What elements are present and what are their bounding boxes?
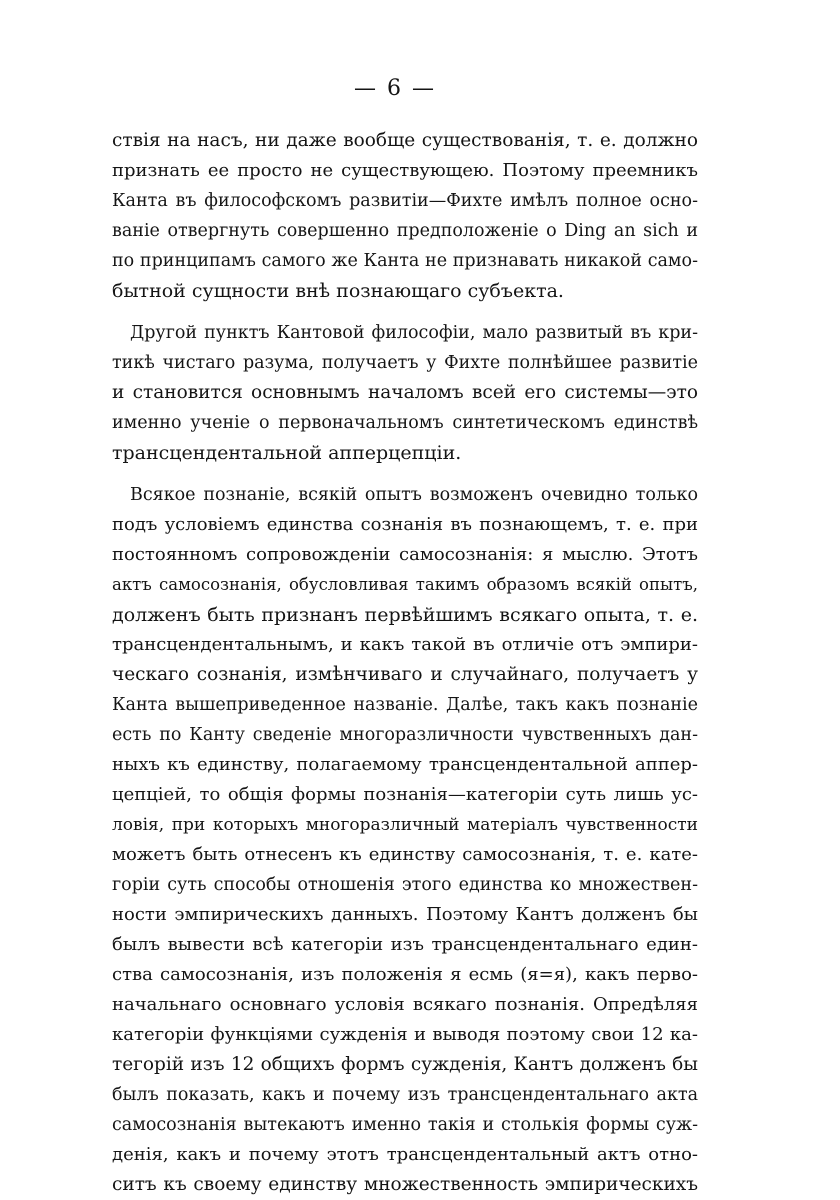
text-line: самосознанія вытекаютъ именно такія и столькія формы суж- bbox=[112, 1115, 698, 1135]
text-line: Другой пунктъ Кантовой философіи, мало развитый въ кри- bbox=[130, 323, 698, 343]
text-line: признать ее просто не существующею. Поэтому преемникъ bbox=[112, 160, 698, 181]
paragraph bbox=[112, 318, 698, 468]
paragraph bbox=[112, 126, 698, 306]
text-line: былъ показать, какъ и почему изъ трансцендентальнаго акта bbox=[112, 1085, 698, 1105]
text-line: Канта вышеприведенное названіе. Далѣе, такъ какъ познаніе bbox=[112, 695, 698, 715]
text-line: ствія на насъ, ни даже вообще существованія, т. е. должно bbox=[112, 130, 698, 151]
text-line: тикѣ чистаго разума, получаетъ у Фихте полнѣйшее развитіе bbox=[112, 353, 698, 373]
text-line: бытной сущности внѣ познающаго субъекта. bbox=[112, 280, 564, 302]
text-line: ситъ къ своему единству множественность эмпирическихъ bbox=[112, 1174, 698, 1195]
text-line: категоріи функціями сужденія и выводя поэтому свои 12 ка- bbox=[112, 1024, 698, 1045]
text-line: можетъ быть отнесенъ къ единству самосознанія, т. е. кате- bbox=[112, 844, 698, 865]
text-line: Канта въ философскомъ развитіи—Фихте имѣлъ полное осно- bbox=[112, 191, 698, 211]
text-line: ности эмпирическихъ данныхъ. Поэтому Кантъ долженъ бы bbox=[112, 904, 698, 925]
text-line: и становится основнымъ началомъ всей его системы—это bbox=[112, 382, 698, 403]
text-line: именно ученіе о первоначальномъ синтетическомъ единствѣ bbox=[112, 413, 698, 433]
text-line: постоянномъ сопровожденіи самосознанія: я мыслю. Этотъ bbox=[112, 544, 698, 565]
text-line: по принципамъ самого же Канта не признавать никакой само- bbox=[112, 251, 698, 271]
text-line: Всякое познаніе, всякій опытъ возможенъ очевидно только bbox=[130, 485, 698, 505]
text-line: ныхъ къ единству, полагаемому трансцендентальной аппер- bbox=[112, 754, 698, 775]
text-line: начальнаго основнаго условія всякаго познанія. Опредѣляя bbox=[112, 994, 698, 1015]
text-line: актъ самосознанія, обусловливая такимъ образомъ всякій опытъ, bbox=[112, 575, 698, 594]
text-line: денія, какъ и почему этотъ трансцендентальный актъ отно- bbox=[112, 1144, 698, 1165]
body-text bbox=[112, 126, 698, 1200]
text-line: ства самосознанія, изъ положенія я есмь (я=я), какъ перво- bbox=[112, 964, 698, 985]
text-line: ловія, при которыхъ многоразличный матеріалъ чувственности bbox=[112, 815, 698, 835]
text-line: тегорій изъ 12 общихъ формъ сужденія, Кантъ долженъ бы bbox=[112, 1054, 698, 1075]
page-number: — 6 — bbox=[354, 76, 436, 101]
text-line: былъ вывести всѣ категоріи изъ трансцендентальнаго един- bbox=[112, 934, 698, 955]
text-line: трансцендентальной апперцепціи. bbox=[112, 442, 462, 464]
text-line: трансцендентальнымъ, и какъ такой въ отличіе отъ эмпири- bbox=[112, 634, 698, 655]
text-line: есть по Канту сведеніе многоразличности чувственныхъ дан- bbox=[112, 725, 698, 745]
text-line: ческаго сознанія, измѣнчиваго и случайнаго, получаетъ у bbox=[112, 664, 698, 685]
text-line: горіи суть способы отношенія этого единства ко множествен- bbox=[112, 875, 698, 895]
text-line: цепціей, то общія формы познанія—категоріи суть лишь ус- bbox=[112, 784, 698, 805]
text-line: ваніе отвергнуть совершенно предположеніе о Ding an sich и bbox=[112, 221, 698, 241]
paragraph bbox=[112, 480, 698, 1200]
text-line: долженъ быть признанъ первѣйшимъ всякаго опыта, т. е. bbox=[112, 604, 698, 626]
text-line: подъ условіемъ единства сознанія въ познающемъ, т. е. при bbox=[112, 514, 698, 535]
